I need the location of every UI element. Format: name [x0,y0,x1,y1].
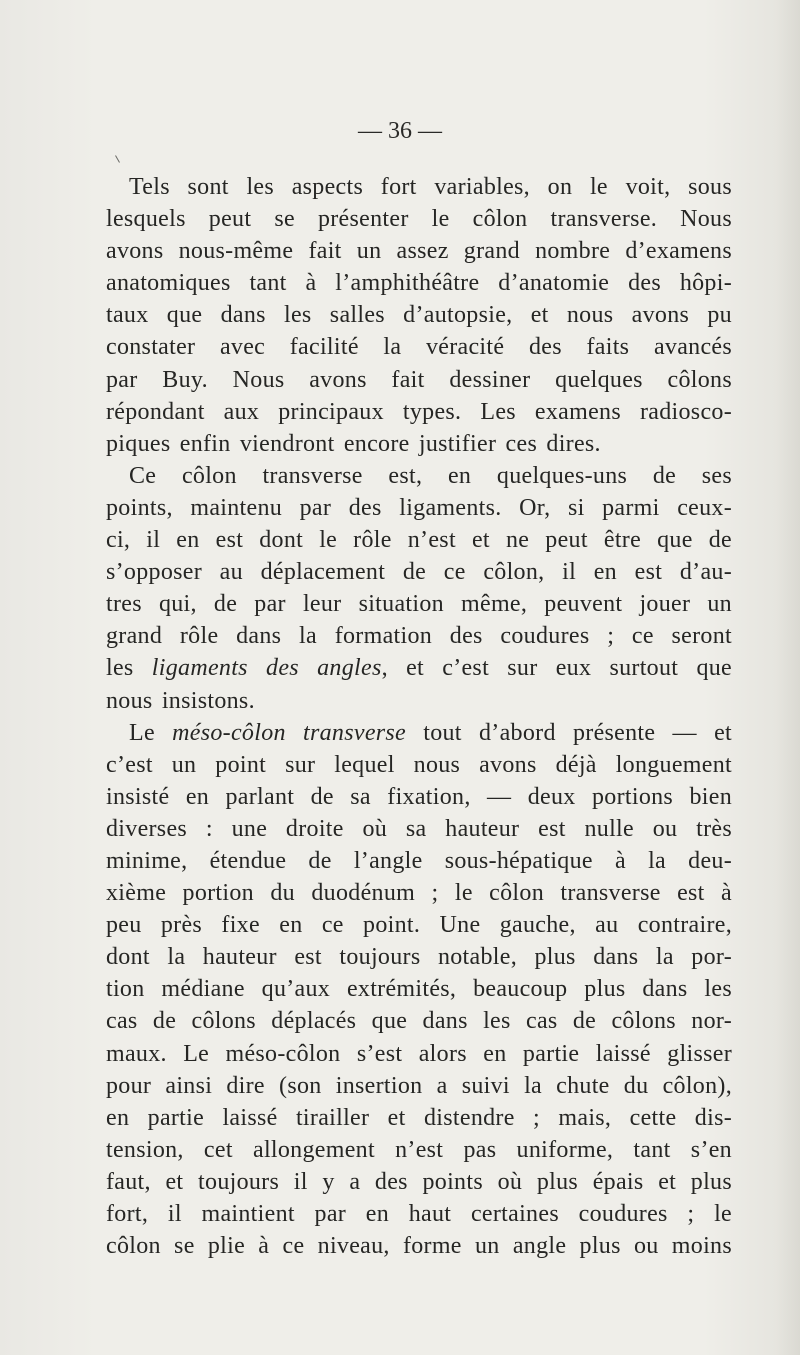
text-line: anatomiques tant à l’amphithéâtre d’anatomie des hôpi- [106,270,732,297]
text-run: tout d’abord présente — et [406,719,733,746]
text-line: grand rôle dans la formation des coudures ; ce seront [106,623,732,650]
text-line: Ce côlon transverse est, en quelques-uns de ses [129,462,732,489]
text-line: côlon se plie à ce niveau, forme un angle plus ou moins [106,1233,732,1260]
text-line: piques enfin viendront encore justifier ces dires. [106,430,601,457]
page-number: — 36 — [358,118,442,144]
text-line: faut, et toujours il y a des points où plus épais et plus [106,1168,732,1195]
text-line-with-italic [106,717,732,749]
text-line: s’opposer au déplacement de ce côlon, il en est d’au- [106,559,732,586]
text-line: pour ainsi dire (son insertion a suivi la chute du côlon), [106,1072,732,1099]
text-line: xième portion du duodénum ; le côlon transverse est à [106,880,732,907]
text-line: constater avec facilité la véracité des faits avancés [106,334,732,361]
text-line: maux. Le méso-côlon s’est alors en partie laissé glisser [106,1040,732,1067]
italic-term: ligaments des angles [151,655,382,682]
text-line: ci, il en est dont le rôle n’est et ne peut être que de [106,527,732,554]
text-line: cas de côlons déplacés que dans les cas de côlons nor- [106,1008,732,1035]
text-line: tres qui, de par leur situation même, peuvent jouer un [106,591,732,618]
text-line: avons nous-même fait un assez grand nombre d’examens [106,238,732,265]
text-line: insisté en parlant de sa fixation, — deux portions bien [106,783,732,810]
text-line: taux que dans les salles d’autopsie, et nous avons pu [106,302,732,329]
text-line: diverses : une droite où sa hauteur est nulle ou très [106,815,732,842]
text-line: Tels sont les aspects fort variables, on le voit, sous [129,174,732,200]
text-line: en partie laissé tirailler et distendre ; mais, cette dis- [106,1104,732,1131]
text-run: , et c’est sur eux surtout que [381,655,732,682]
text-line: c’est un point sur lequel nous avons déjà longuement [106,751,732,778]
text-line: fort, il maintient par en haut certaines coudures ; le [106,1201,732,1227]
text-run: les [106,655,152,682]
text-line-with-italic [106,652,732,684]
text-line: dont la hauteur est toujours notable, plus dans la por- [106,944,732,971]
body-text [106,171,732,1262]
text-line: tion médiane qu’aux extrémités, beaucoup plus dans les [106,976,732,1003]
text-line: répondant aux principaux types. Les examens radiosco- [106,398,732,425]
text-line: peu près fixe en ce point. Une gauche, au contraire, [106,912,732,939]
text-line: par Buy. Nous avons fait dessiner quelques côlons [106,366,732,393]
italic-term: méso-côlon transverse [172,719,407,746]
text-line: nous insistons. [106,687,255,714]
text-line: points, maintenu par des ligaments. Or, si parmi ceux- [106,494,732,521]
text-run: Le [129,719,173,746]
ink-speck [115,155,120,162]
text-line: tension, cet allongement n’est pas uniforme, tant s’en [106,1136,732,1163]
text-line: lesquels peut se présenter le côlon transverse. Nous [106,206,732,233]
text-line: minime, étendue de l’angle sous-hépatique à la deu- [106,847,732,874]
